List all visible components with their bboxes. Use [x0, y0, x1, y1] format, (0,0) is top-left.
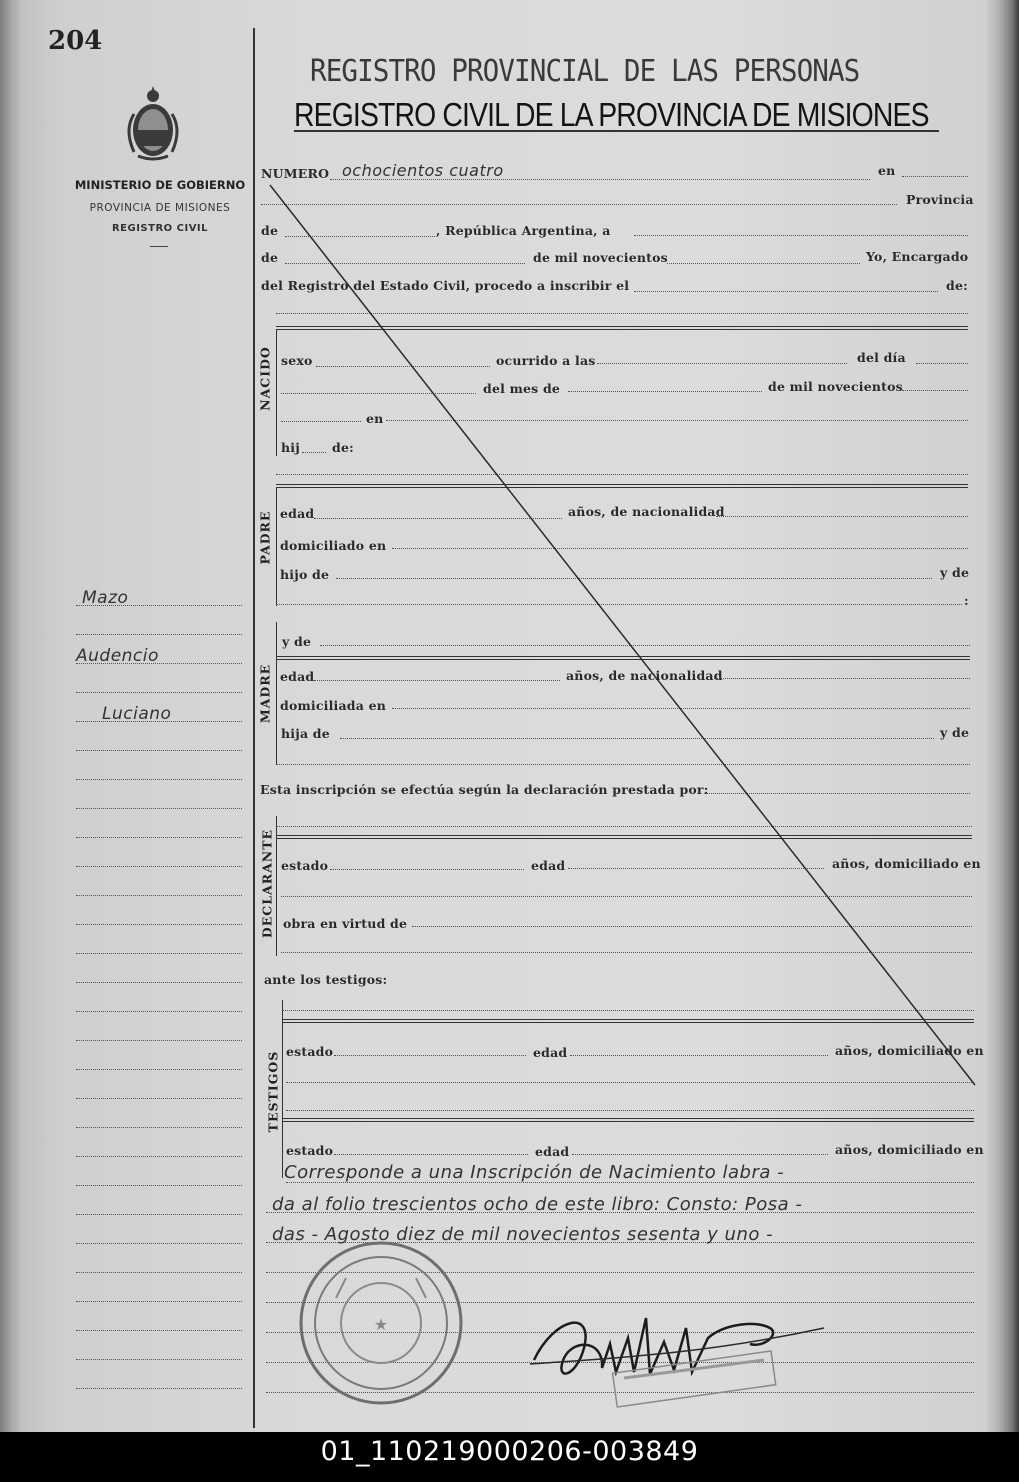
declarante-label: DECLARANTE [259, 828, 275, 939]
annotation-line-3: das - Agosto diez de mil novecientos sesenta y uno - [272, 1224, 774, 1245]
del-mes-label: del mes de [483, 381, 561, 396]
padre-label: PADRE [257, 510, 273, 565]
hij-de-label: de: [332, 440, 354, 455]
padre-edad-label: edad [280, 506, 315, 521]
declarante-dom-label: años, domiciliado en [832, 856, 981, 871]
testigo2-estado-label: estado [286, 1143, 334, 1158]
de-colon-label: de: [946, 278, 968, 293]
sexo-label: sexo [281, 353, 313, 368]
del-dia-label: del día [857, 350, 906, 365]
padre-dom-label: domiciliado en [280, 538, 387, 553]
padre-y-de-label: y de [940, 565, 970, 580]
en-label: en [878, 163, 896, 178]
hij-label: hij [281, 440, 300, 455]
ministry-registry: REGISTRO CIVIL [111, 223, 209, 234]
official-seal-icon [296, 1238, 466, 1408]
declarante-obra-label: obra en virtud de [283, 916, 408, 931]
annotation-line-1: Corresponde a una Inscripción de Nacimiento labra - [284, 1162, 785, 1183]
testigos-label: TESTIGOS [265, 1050, 281, 1133]
margin-secondname: Luciano [102, 704, 172, 724]
ocurrido-label: ocurrido a las [496, 353, 596, 368]
madre-nac-label: años, de nacionalidad [566, 668, 723, 683]
testigo1-estado-label: estado [286, 1044, 334, 1059]
de-label-2: de [261, 250, 279, 265]
nacido-en-label: en [366, 411, 384, 426]
testigo1-dom-label: años, domiciliado en [835, 1043, 984, 1058]
padre-nac-label: años, de nacionalidad [568, 504, 725, 519]
page-number: 204 [48, 26, 103, 56]
header-title-top: REGISTRO PROVINCIAL DE LAS PERSONAS [310, 54, 860, 89]
de-label-1: de [261, 223, 279, 238]
mil-novecientos-label: de mil novecientos [533, 250, 668, 265]
margin-surname: Mazo [82, 588, 129, 608]
declarante-estado-label: estado [281, 858, 329, 873]
madre-y-de-label: y de [282, 634, 312, 649]
yo-encargado-label: Yo, Encargado [866, 249, 969, 264]
madre-edad-label: edad [280, 669, 315, 684]
ministry-province: PROVINCIA DE MISIONES [89, 202, 231, 214]
ante-testigos-label: ante los testigos: [264, 972, 388, 987]
mil-novecientos-label-2: de mil novecientos [768, 379, 903, 394]
svg-text:★: ★ [373, 1315, 389, 1334]
annotation-line-2: da al folio trescientos ocho de este libro: Consto: Posa - [272, 1194, 803, 1215]
ministry-title: MINISTERIO DE GOBIERNO [74, 178, 246, 192]
declarante-edad-label: edad [531, 858, 566, 873]
header-title-main: REGISTRO CIVIL DE LA PROVINCIA DE MISIONES [294, 96, 929, 133]
testigo2-dom-label: años, domiciliado en [835, 1142, 984, 1157]
madre-dom-label: domiciliada en [280, 698, 387, 713]
numero-value: ochocientos cuatro [342, 161, 504, 180]
numero-label: NUMERO [261, 166, 330, 181]
nacido-label: NACIDO [257, 346, 273, 411]
republica-label: , República Argentina, a [436, 223, 611, 238]
madre-y-de-end-label: y de [940, 725, 970, 740]
padre-colon: : [964, 593, 969, 608]
provincia-label: Provincia [906, 192, 974, 207]
testigo1-edad-label: edad [533, 1045, 568, 1060]
signature-icon [524, 1298, 844, 1408]
madre-hija-de-label: hija de [281, 726, 330, 741]
del-registro-label: del Registro del Estado Civil, procedo a inscribir el [261, 278, 630, 293]
madre-label: MADRE [257, 663, 273, 724]
padre-hijo-de-label: hijo de [280, 567, 330, 582]
margin-firstname: Audencio [76, 646, 159, 666]
inscripcion-label: Esta inscripción se efectúa según la declaración prestada por: [260, 782, 709, 797]
footer-image-id: 01_110219000206-003849 [320, 1436, 699, 1467]
testigo2-edad-label: edad [535, 1144, 570, 1159]
